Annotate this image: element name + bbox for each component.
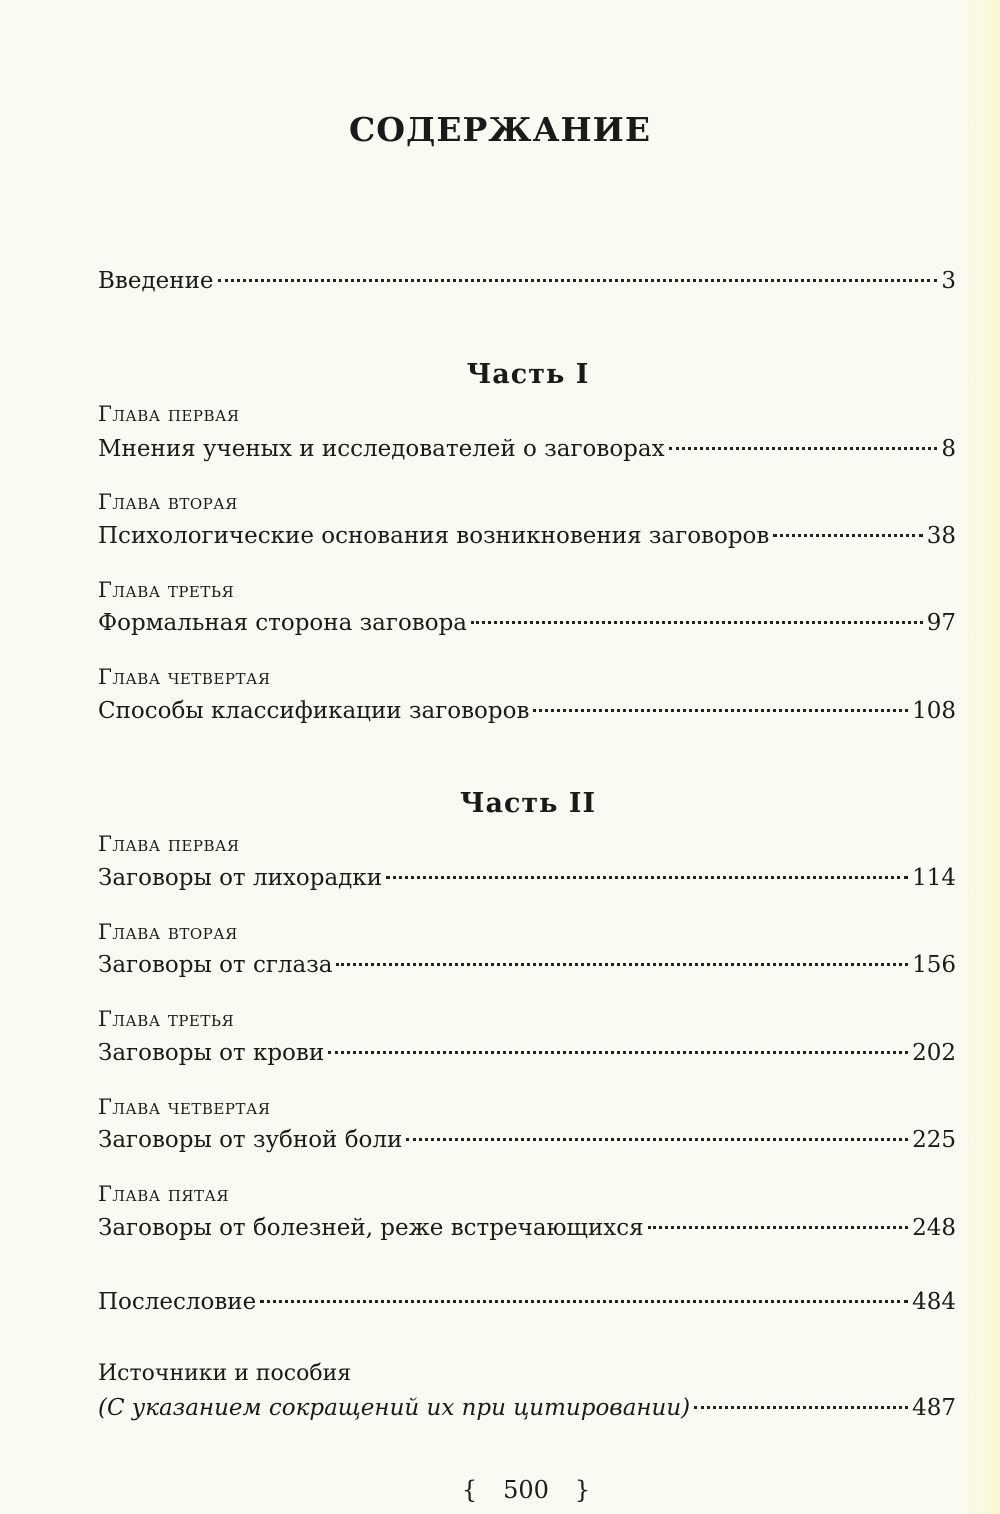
toc-page-number: 38 xyxy=(926,523,956,549)
toc-entry-title: Заговоры от сглаза xyxy=(98,952,333,978)
toc-entry-title: Психологические основания возникновения заговоров xyxy=(98,523,770,549)
right-brace: } xyxy=(574,1476,591,1504)
part-2-heading: Часть II xyxy=(459,788,597,819)
toc-entry-title: Формальная сторона заговора xyxy=(98,610,468,636)
leader-dots xyxy=(328,1051,908,1054)
sources-label: Источники и пособия xyxy=(98,1361,352,1386)
part-2-chapter-1-label: Глава первая xyxy=(98,832,240,856)
leader-dots xyxy=(694,1406,908,1409)
leader-dots xyxy=(471,621,923,624)
toc-entry-part-2-chapter-2 xyxy=(98,948,956,982)
leader-dots xyxy=(218,279,938,282)
toc-entry-title: Введение xyxy=(98,268,214,294)
part-2-chapter-2-label: Глава вторая xyxy=(98,920,238,944)
toc-entry-afterword xyxy=(98,1285,956,1319)
toc-entry-intro xyxy=(98,264,956,298)
leader-dots xyxy=(406,1138,908,1141)
part-1-chapter-4-label: Глава четвертая xyxy=(98,665,271,689)
toc-entry-part-1-chapter-1 xyxy=(98,432,956,466)
toc-page-number: 114 xyxy=(912,865,956,891)
toc-entry-part-1-chapter-4 xyxy=(98,694,956,728)
toc-entry-part-2-chapter-3 xyxy=(98,1036,956,1070)
toc-entry-title: Способы классификации заговоров xyxy=(98,698,530,724)
part-1-chapter-2-label: Глава вторая xyxy=(98,490,238,514)
page-number: 500 xyxy=(503,1476,549,1504)
part-2-chapter-5-label: Глава пятая xyxy=(98,1182,230,1206)
toc-page-number: 97 xyxy=(926,610,956,636)
toc-entry-part-1-chapter-2 xyxy=(98,519,956,553)
toc-page-number: 487 xyxy=(912,1395,956,1421)
toc-entry-title: Заговоры от лихорадки xyxy=(98,865,383,891)
leader-dots xyxy=(533,709,908,712)
leader-dots xyxy=(773,534,922,537)
toc-entry-part-2-chapter-5 xyxy=(98,1211,956,1245)
leader-dots xyxy=(336,963,908,966)
part-2-chapter-3-label: Глава третья xyxy=(98,1007,235,1031)
part-1-heading: Часть I xyxy=(466,359,590,390)
toc-page-number: 484 xyxy=(912,1289,956,1315)
toc-entry-part-1-chapter-3 xyxy=(98,606,956,640)
toc-page-number: 202 xyxy=(912,1040,956,1066)
toc-page-number: 8 xyxy=(941,436,956,462)
leader-dots xyxy=(260,1300,908,1303)
part-2-chapter-4-label: Глава четвертая xyxy=(98,1095,271,1119)
toc-entry-part-2-chapter-4 xyxy=(98,1123,956,1157)
toc-page-number: 248 xyxy=(912,1215,956,1241)
toc-entry-sources xyxy=(98,1391,956,1425)
toc-entry-title: Заговоры от крови xyxy=(98,1040,325,1066)
toc-entry-title: Заговоры от болезней, реже встречающихся xyxy=(98,1215,644,1241)
toc-entry-title: (С указанием сокращений их при цитировании) xyxy=(98,1395,691,1421)
leader-dots xyxy=(669,447,938,450)
left-brace: { xyxy=(461,1476,478,1504)
toc-page-number: 108 xyxy=(912,698,956,724)
toc-entry-part-2-chapter-1 xyxy=(98,861,956,895)
leader-dots xyxy=(648,1226,908,1229)
toc-entry-title: Заговоры от зубной боли xyxy=(98,1127,403,1153)
toc-entry-title: Мнения ученых и исследователей о заговорах xyxy=(98,436,665,462)
toc-page-number: 3 xyxy=(941,268,956,294)
toc-page-number: 156 xyxy=(912,952,956,978)
toc-entry-title: Послесловие xyxy=(98,1289,257,1315)
part-1-chapter-3-label: Глава третья xyxy=(98,578,235,602)
page-title: СОДЕРЖАНИЕ xyxy=(348,110,651,149)
page-footer xyxy=(0,1472,1000,1508)
toc-page-number: 225 xyxy=(912,1127,956,1153)
leader-dots xyxy=(386,876,908,879)
page-edge xyxy=(960,0,1000,1514)
part-1-chapter-1-label: Глава первая xyxy=(98,402,240,426)
